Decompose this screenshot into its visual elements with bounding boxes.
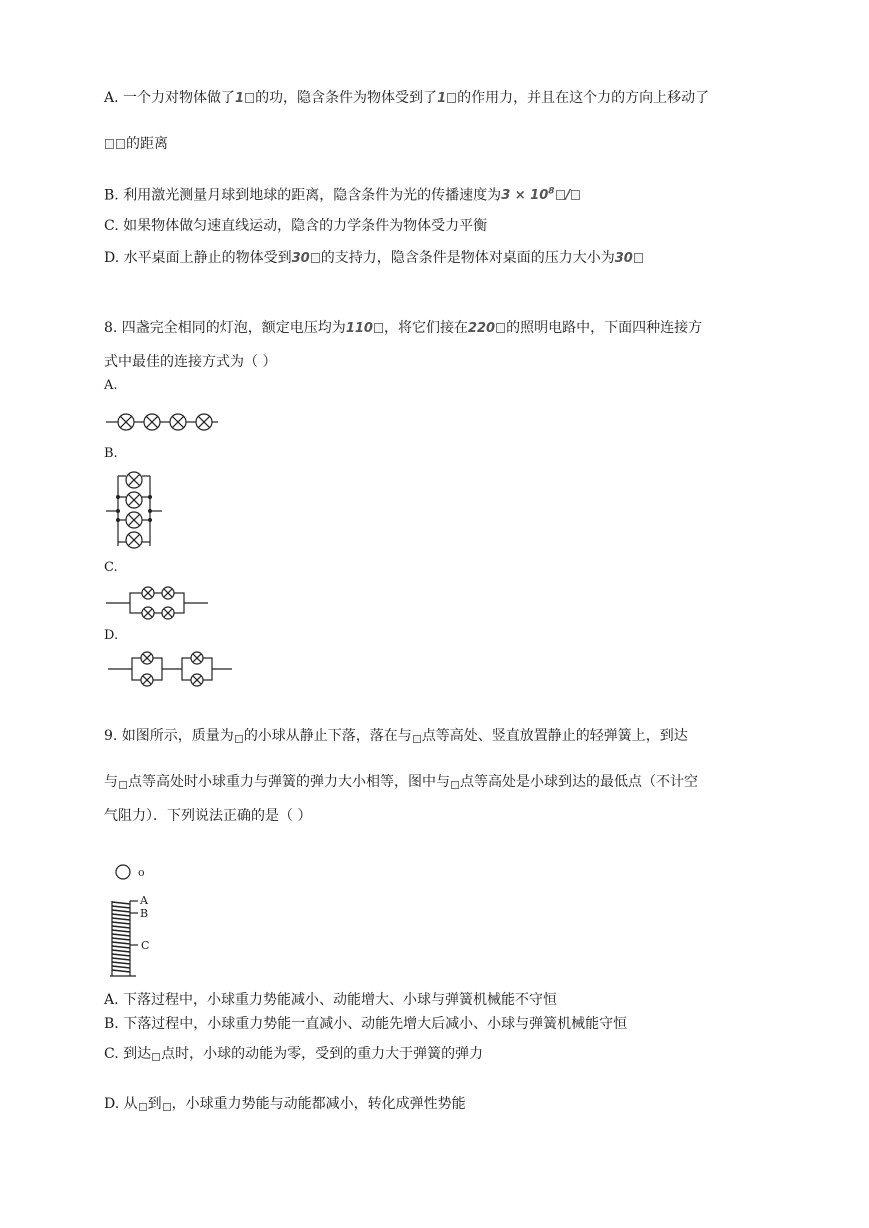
q7-option-a-line2: 的距离 [104,134,168,155]
q9-option-b: B. 下落过程中，小球重力势能一直减小、动能先增大后减小、小球与弹簧机械能守恒 [104,1016,628,1032]
q7-option-c: C. 如果物体做匀速直线运动，隐含的力学条件为物体受力平衡 [104,218,488,234]
formula-point-b2 [163,1103,171,1111]
q8-option-d-label: D. [104,628,119,643]
label-c: C [141,939,150,952]
q7-option-b: B. 利用激光测量月球到地球的距离，隐含条件为光的传播速度为$3 \times 10^8$ / [104,182,581,206]
label-b: B [140,907,149,920]
q9-option-c: C. 到达 点时，小球的动能为零，受到的重力大于弹簧的弹力 [104,1046,484,1062]
formula-point-a2 [139,1103,147,1111]
q9-option-d: D. 从 到 ，小球重力势能与动能都减小，转化成弹性势能 [104,1096,466,1112]
q8-option-b-label: B. [104,446,118,461]
formula-110v: 110 [346,321,384,336]
formula-30n-2: 30 [615,251,644,266]
formula-point-a [413,735,421,743]
formula-point-c2 [152,1053,160,1061]
circuit-b-parallel [104,470,168,552]
circuit-d-parallel-series [104,652,234,688]
formula-point-b [119,781,127,789]
q9-stem-line2: 与 点等高处时小球重力与弹簧的弹力大小相等，图中与 点等高处是小球到达的最低点（不计空 [104,774,698,790]
formula-30n-1: 30 [292,251,321,266]
formula-220v: 220 [468,321,506,336]
q9-stem-line1: 9. 如图所示，质量为 的小球从静止下落，落在与 点等高处、竖直放置静止的轻弹簧上，到达 [104,728,688,744]
formula-point-c [451,781,459,789]
label-a: A [140,894,148,907]
formula-light-speed: $3 \times 10^8$ / [501,188,581,203]
q8-stem-line1: 8. 四盏完全相同的灯泡，额定电压均为110 ，将它们接在220 的照明电路中，下面四种连接方 [104,320,703,336]
q7-option-d: D. 水平桌面上静止的物体受到30 的支持力，隐含条件是物体对桌面的压力大小为30 [104,248,644,269]
formula-1m [104,137,126,152]
label-o: o [138,866,145,879]
formula-1n: 1 [437,91,457,106]
q9-option-a: A. 下落过程中，小球重力势能减小、动能增大、小球与弹簧机械能不守恒 [104,992,558,1008]
q9-stem-line3: 气阻力）．下列说法正确的是（ ） [104,808,312,824]
formula-1j: 1 [235,91,255,106]
q8-stem-line2: 式中最佳的连接方式为（ ） [104,354,277,370]
q8-option-a-label: A. [104,378,118,393]
formula-m [235,735,243,743]
spring-ball-figure [104,860,164,982]
circuit-a-series [104,410,224,434]
q7-option-a-line1: A. 一个力对物体做了1 的功，隐含条件为物体受到了1 的作用力，并且在这个力的方向上移动了 [104,90,710,106]
circuit-c-series-parallel [104,586,214,620]
q8-option-c-label: C. [104,560,118,575]
